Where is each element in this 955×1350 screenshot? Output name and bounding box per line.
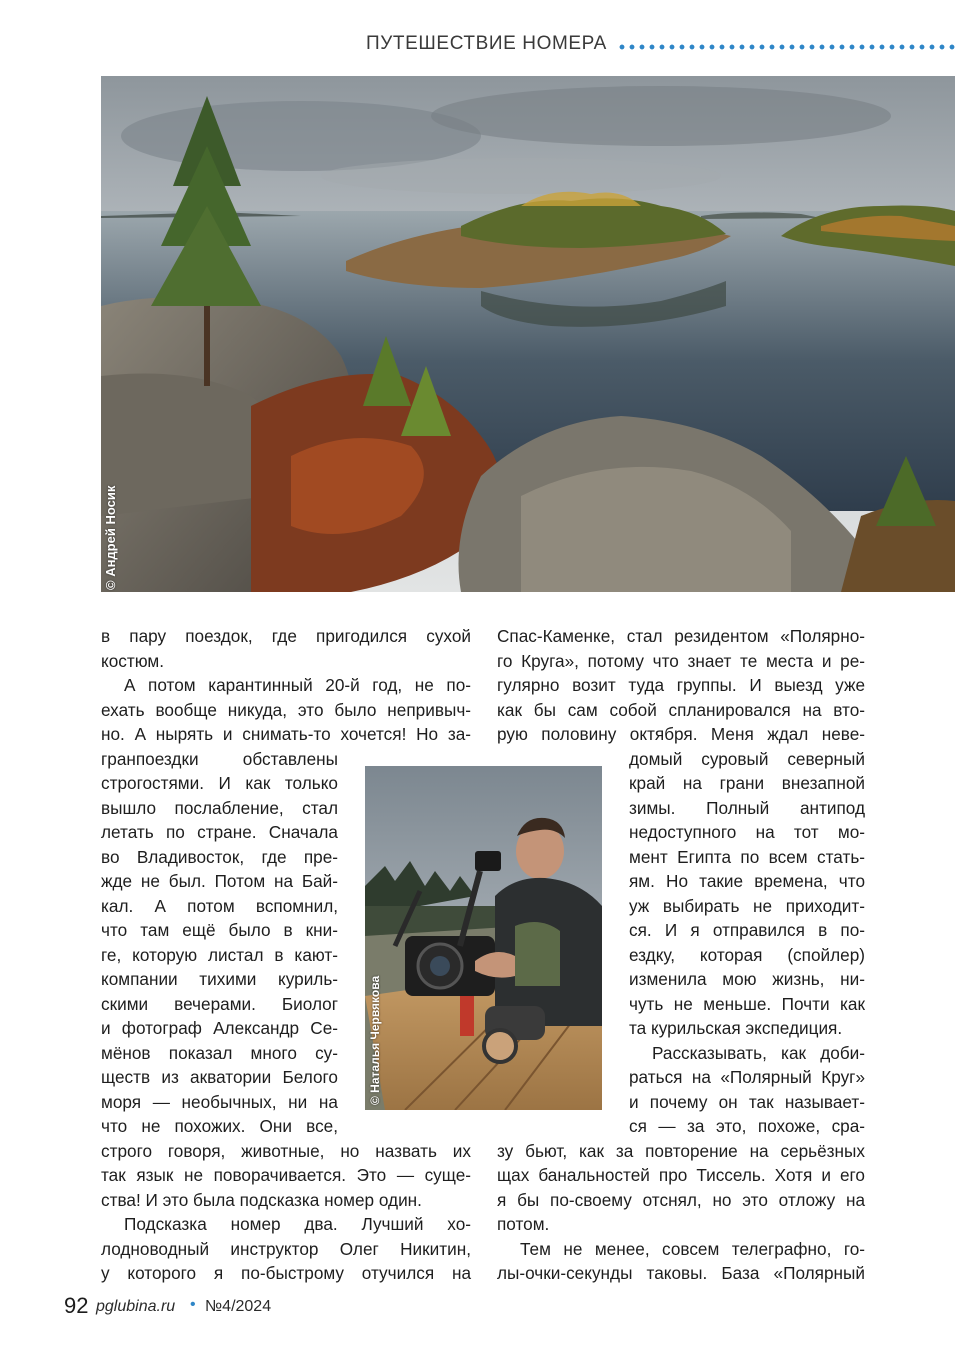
text-line: компании тихими куриль-: [101, 969, 338, 989]
text-line: гулярно возит туда группы. И выезд уже: [497, 675, 865, 695]
text-line: гранпоездки обставлены: [101, 749, 338, 769]
issue-number: №4/2024: [205, 1298, 272, 1315]
text-line: костюм.: [101, 651, 165, 671]
text-line: что не похожих. Они все,: [101, 1116, 338, 1136]
site-url: pglubina.ru: [96, 1298, 176, 1315]
text-line: но. А нырять и снимать-то хочется! Но за-: [101, 724, 471, 744]
text-line: что там ещё было в кни-: [101, 920, 338, 940]
text-line: лы-очки-секунды таковы. База «Полярный: [497, 1263, 865, 1283]
text-line: ства! И это была подсказка номер один.: [101, 1190, 422, 1210]
inset-photo-credit: © Наталья Червякова: [368, 975, 382, 1105]
text-line: лодноводный инструктор Олег Никитин,: [101, 1239, 471, 1259]
section-title: ПУТЕШЕСТВИЕ НОМЕРА: [366, 33, 607, 54]
text-line: я бы по-своему отснял, но это отложу на: [497, 1190, 865, 1210]
text-line: домый суровый северный: [629, 749, 865, 769]
text-line: в пару поездок, где пригодился сухой: [101, 626, 471, 646]
main-photo-credit: © Андрей Носик: [103, 485, 118, 590]
landscape-photo: [101, 76, 955, 592]
text-line: жде не был. Потом на Бай-: [101, 871, 338, 891]
text-line: ществ из акватории Белого: [101, 1067, 338, 1087]
text-line: ге, которую листал в кают-: [101, 945, 338, 965]
text-line: зимы. Полный антипод: [629, 798, 865, 818]
text-line: ся — за это, похоже, сра-: [629, 1116, 865, 1136]
text-line: и фотограф Александр Се-: [101, 1018, 338, 1038]
text-line: ехать вообще никуда, это было непривыч-: [101, 700, 471, 720]
text-line: у которого я по-быстрому отучился на: [101, 1263, 471, 1283]
text-line: во Владивосток, где пре-: [101, 847, 338, 867]
text-line: ям. Но такие времена, что: [629, 871, 865, 891]
text-line: зу бьют, как за повторение на серьёзных: [497, 1141, 865, 1161]
text-line: чуть не меньше. Почти как: [629, 994, 865, 1014]
text-line: А потом карантинный 20-й год, не по-: [124, 675, 471, 695]
text-line: ся. И я отправился в по-: [629, 920, 865, 940]
text-line: Рассказывать, как доби-: [652, 1043, 865, 1063]
text-line: Подсказка номер два. Лучший хо-: [124, 1214, 471, 1234]
text-line: летать по стране. Сначала: [101, 822, 338, 842]
text-line: край на грани внезапной: [629, 773, 865, 793]
text-line: изменила мою жизнь, ни-: [629, 969, 865, 989]
text-line: раться на «Полярный Круг»: [629, 1067, 865, 1087]
text-line: мёнов показал много су-: [101, 1043, 338, 1063]
text-line: строгостями. И как только: [101, 773, 338, 793]
text-line: и почему он так называет-: [629, 1092, 865, 1112]
text-line: недоступного на тот мо-: [629, 822, 865, 842]
text-line: Спас-Каменке, стал резидентом «Полярно-: [497, 626, 865, 646]
text-line: скими вечерами. Биолог: [101, 994, 338, 1014]
text-line: моря — необычных, ни на: [101, 1092, 338, 1112]
text-line: строго говоря, животные, но назвать их: [101, 1141, 471, 1161]
footer-bullet: •: [190, 1296, 196, 1313]
text-line: рую половину октября. Меня ждал неве-: [497, 724, 865, 744]
text-line: го Круга», потому что знает те места и ре-: [497, 651, 865, 671]
text-line: как бы сам собой спланировался на вто-: [497, 700, 865, 720]
text-line: мент Египта по всем стать-: [629, 847, 865, 867]
text-line: кал. А потом вспомнил,: [101, 896, 338, 916]
text-line: Тем не менее, совсем телеграфно, го-: [520, 1239, 865, 1259]
text-line: уж выбирать не приходит-: [629, 896, 865, 916]
page-number: 92: [64, 1293, 89, 1318]
text-line: ездку, которая (спойлер): [629, 945, 865, 965]
text-line: вышло послабление, стал: [101, 798, 338, 818]
text-line: так язык не поворачивается. Это — суще-: [101, 1165, 471, 1185]
text-line: щах банальностей про Тиссель. Хотя и его: [497, 1165, 865, 1185]
text-line: та курильская экспедиция.: [629, 1018, 843, 1038]
inset-photo: [365, 766, 602, 1110]
text-line: потом.: [497, 1214, 550, 1234]
header-dotted-rule: [617, 44, 955, 50]
